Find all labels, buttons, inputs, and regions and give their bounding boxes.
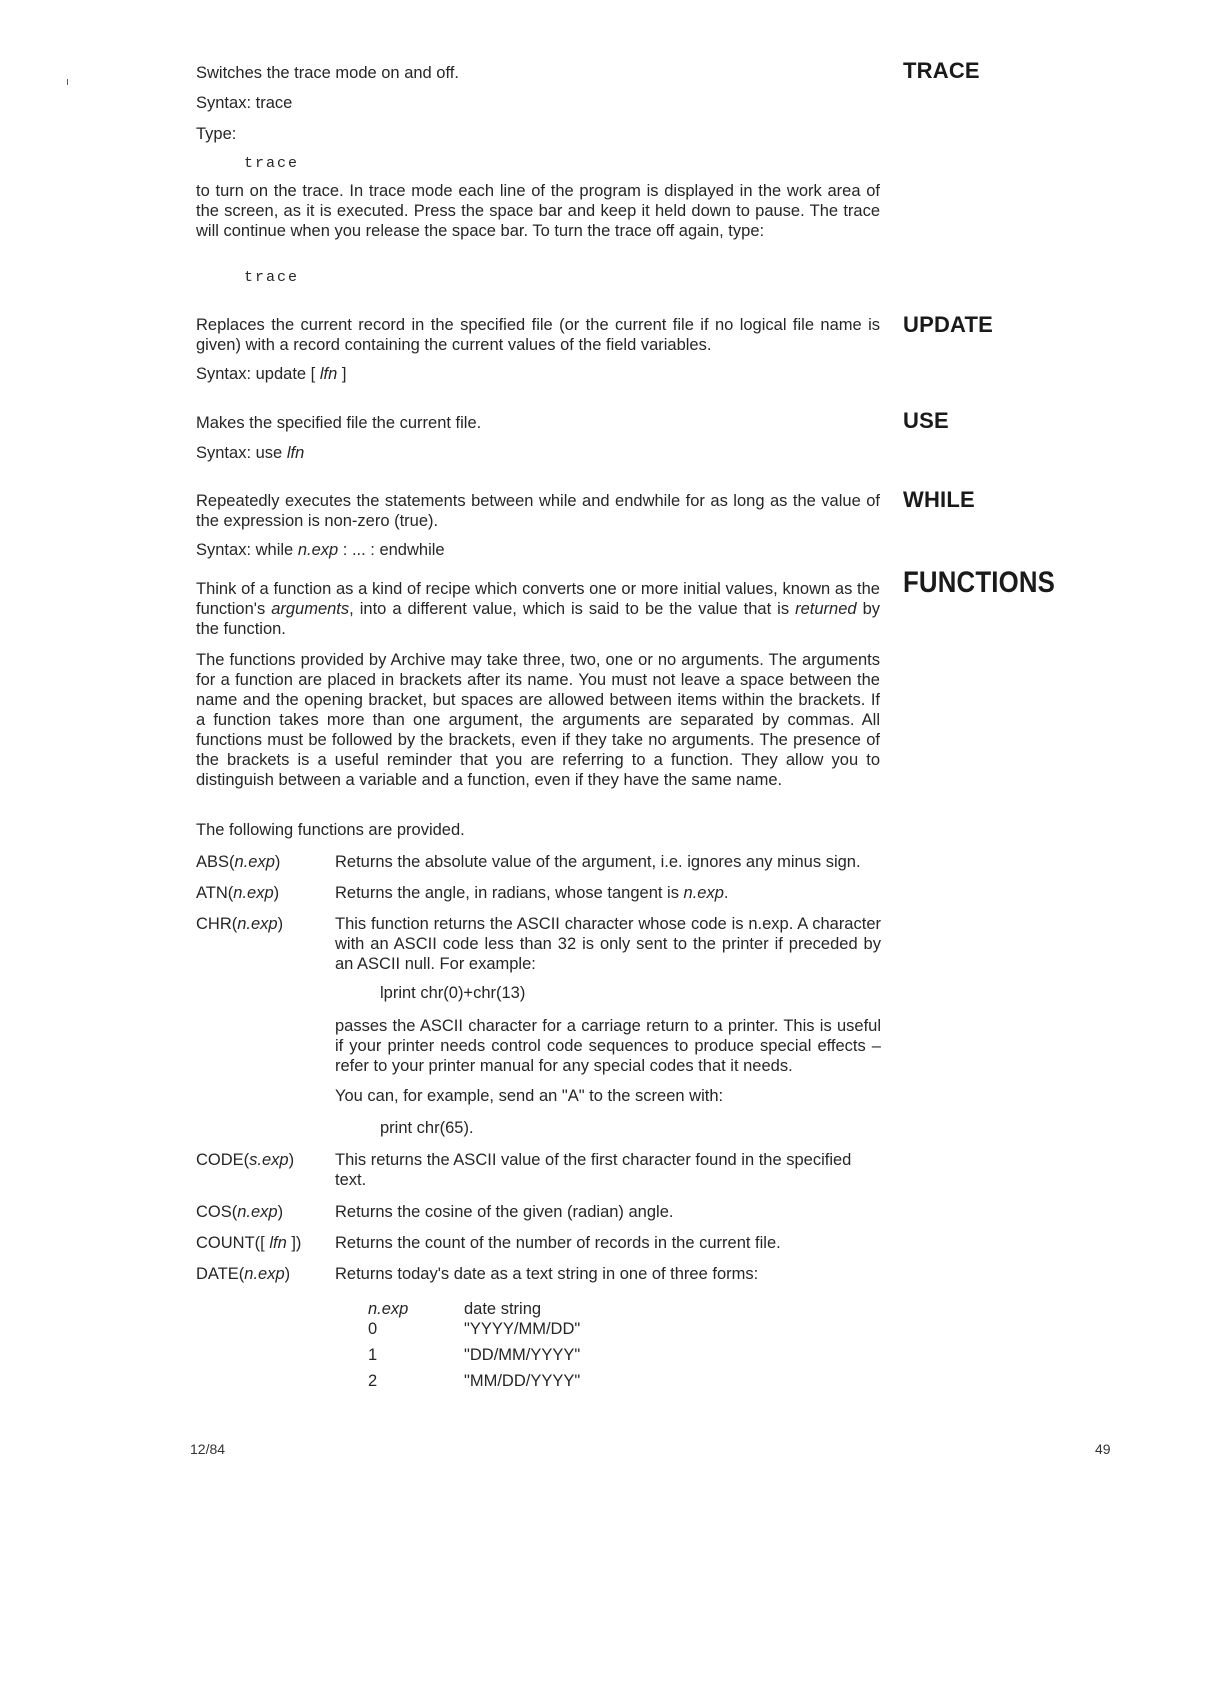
function-desc-abs: Returns the absolute value of the argument, i.e. ignores any minus sign. [335, 853, 861, 871]
trace-syntax [196, 93, 880, 113]
syntax-command: use [255, 444, 287, 462]
fn-arg: s.exp [249, 1151, 289, 1169]
while-body: Repeatedly executes the statements between while and endwhile for as long as the value of the expression is non-zero (true). [196, 492, 880, 530]
function-desc-code: This returns the ASCII value of the first character found in the specified text. [335, 1151, 852, 1189]
syntax-bracket: ] [337, 365, 347, 383]
syntax-argument: lfn [286, 444, 305, 462]
fn-close: ) [274, 853, 281, 871]
function-name-date [196, 1264, 290, 1284]
chr-example-lprint: lprint chr(0)+chr(13) [380, 984, 526, 1002]
function-name-count [196, 1233, 301, 1253]
syntax-label: Syntax: [196, 94, 256, 112]
footer-date: 12/84 [190, 1441, 226, 1457]
date-table-format: "DD/MM/YYYY" [464, 1346, 581, 1364]
function-name-atn [196, 883, 279, 903]
function-desc-chr-printer: passes the ASCII character for a carriage return to a printer. This is useful if your printer needs control code sequences to produce special effects – refer to your printer manual for any special codes that it needs. [335, 1017, 881, 1075]
functions-explanation: The functions provided by Archive may take three, two, one or no arguments. The arguments for a function are placed in brackets after its name. You must not leave a space between the name and the opening bracket, but spaces are allowed between items within the brackets. If a function takes more than one argument, the arguments are separated by commas. All functions must be followed by the brackets, even if they take no arguments. The presence of the brackets is a useful reminder that you are referring to a function. They allow you to distinguish between a variable and a function, even if they have the same name. [196, 651, 880, 789]
section-heading-while: WHILE [903, 487, 975, 512]
fn-close: ]) [286, 1234, 302, 1252]
date-table-format: "MM/DD/YYYY" [464, 1372, 581, 1390]
function-name-chr [196, 914, 283, 934]
syntax-argument: lfn [319, 365, 338, 383]
date-table-header-string: date string [464, 1300, 542, 1318]
syntax-label: Syntax: [196, 365, 256, 383]
section-heading-trace: TRACE [903, 58, 980, 83]
fn-close: ) [284, 1265, 291, 1283]
desc-text: . [723, 884, 729, 902]
fn-name: ABS( [196, 853, 235, 871]
date-table-row [368, 1345, 580, 1365]
function-name-code [196, 1150, 294, 1170]
desc-arg: n.exp [683, 884, 724, 902]
fn-arg: lfn [269, 1234, 287, 1252]
trace-code-example: trace [244, 155, 300, 172]
fn-name: DATE( [196, 1265, 245, 1283]
date-table-code: 1 [368, 1346, 378, 1364]
scan-mark: ı [66, 76, 70, 88]
function-desc-atn [335, 883, 881, 903]
function-desc-cos: Returns the cosine of the given (radian) angle. [335, 1203, 674, 1221]
intro-term-arguments: arguments [271, 600, 350, 618]
page-number: 49 [1095, 1441, 1111, 1457]
function-desc-count: Returns the count of the number of records in the current file. [335, 1234, 781, 1252]
use-syntax [196, 443, 880, 463]
date-table-code: 0 [368, 1320, 378, 1338]
intro-text: by the function. [196, 600, 880, 638]
section-heading-use: USE [903, 408, 949, 433]
fn-name: CHR( [196, 915, 238, 933]
functions-list-intro: The following functions are provided. [196, 821, 465, 839]
trace-type-label: Type: [196, 125, 237, 143]
function-name-cos [196, 1202, 283, 1222]
fn-arg: n.exp [233, 884, 274, 902]
date-table-row [368, 1319, 580, 1339]
chr-example-print: print chr(65). [380, 1119, 474, 1137]
syntax-command: while [255, 541, 298, 559]
function-desc-chr: This function returns the ASCII character whose code is n.exp. A character with an ASCII code less than 32 is only sent to the printer if preceded by an ASCII null. For example: [335, 915, 881, 973]
syntax-argument: n.exp [297, 541, 339, 559]
use-body: Makes the specified file the current file. [196, 414, 482, 432]
update-body: Replaces the current record in the specified file (or the current file if no logical file name is given) with a record containing the current values of the field variables. [196, 316, 880, 354]
intro-text: , into a different value, which is said to be the value that is [349, 600, 796, 618]
fn-close: ) [277, 915, 284, 933]
fn-close: ) [277, 1203, 284, 1221]
desc-text: Returns the angle, in radians, whose tangent is [335, 884, 684, 902]
date-table-format: "YYYY/MM/DD" [464, 1320, 581, 1338]
fn-arg: n.exp [237, 1203, 278, 1221]
fn-name: COUNT([ [196, 1234, 270, 1252]
function-desc-date: Returns today's date as a text string in one of three forms: [335, 1265, 759, 1283]
functions-intro [196, 579, 880, 639]
date-table-header-nexp: n.exp [368, 1300, 409, 1318]
syntax-label: Syntax: [196, 444, 256, 462]
syntax-label: Syntax: [196, 541, 256, 559]
fn-name: COS( [196, 1203, 238, 1221]
trace-body: to turn on the trace. In trace mode each line of the program is displayed in the work area of the screen, as it is executed. Press the space bar and keep it held down to pause. The trace will continue when you release the space bar. To turn the trace off again, type: [196, 182, 880, 240]
fn-name: CODE( [196, 1151, 250, 1169]
trace-intro: Switches the trace mode on and off. [196, 64, 459, 82]
update-syntax [196, 364, 880, 384]
fn-arg: n.exp [244, 1265, 285, 1283]
syntax-end: : ... : endwhile [338, 541, 445, 559]
date-table-row [368, 1371, 580, 1391]
function-name-abs [196, 852, 280, 872]
syntax-command: update [ [255, 365, 320, 383]
fn-close: ) [273, 884, 280, 902]
fn-arg: n.exp [234, 853, 275, 871]
trace-code-example-off: trace [244, 269, 300, 286]
fn-name: ATN( [196, 884, 234, 902]
syntax-command: trace [255, 94, 293, 112]
date-table-header [368, 1299, 580, 1319]
fn-arg: n.exp [237, 915, 278, 933]
intro-term-returned: returned [795, 600, 857, 618]
while-syntax [196, 540, 880, 560]
date-table-code: 2 [368, 1372, 378, 1390]
fn-close: ) [288, 1151, 295, 1169]
date-format-table [368, 1299, 580, 1391]
section-heading-update: UPDATE [903, 312, 994, 337]
section-heading-functions: FUNCTIONS [903, 566, 1056, 599]
intro-text: Think of a function as a kind of recipe which converts one or more initial values, known as the function's [196, 580, 880, 618]
function-desc-chr-screen: You can, for example, send an "A" to the screen with: [335, 1087, 724, 1105]
